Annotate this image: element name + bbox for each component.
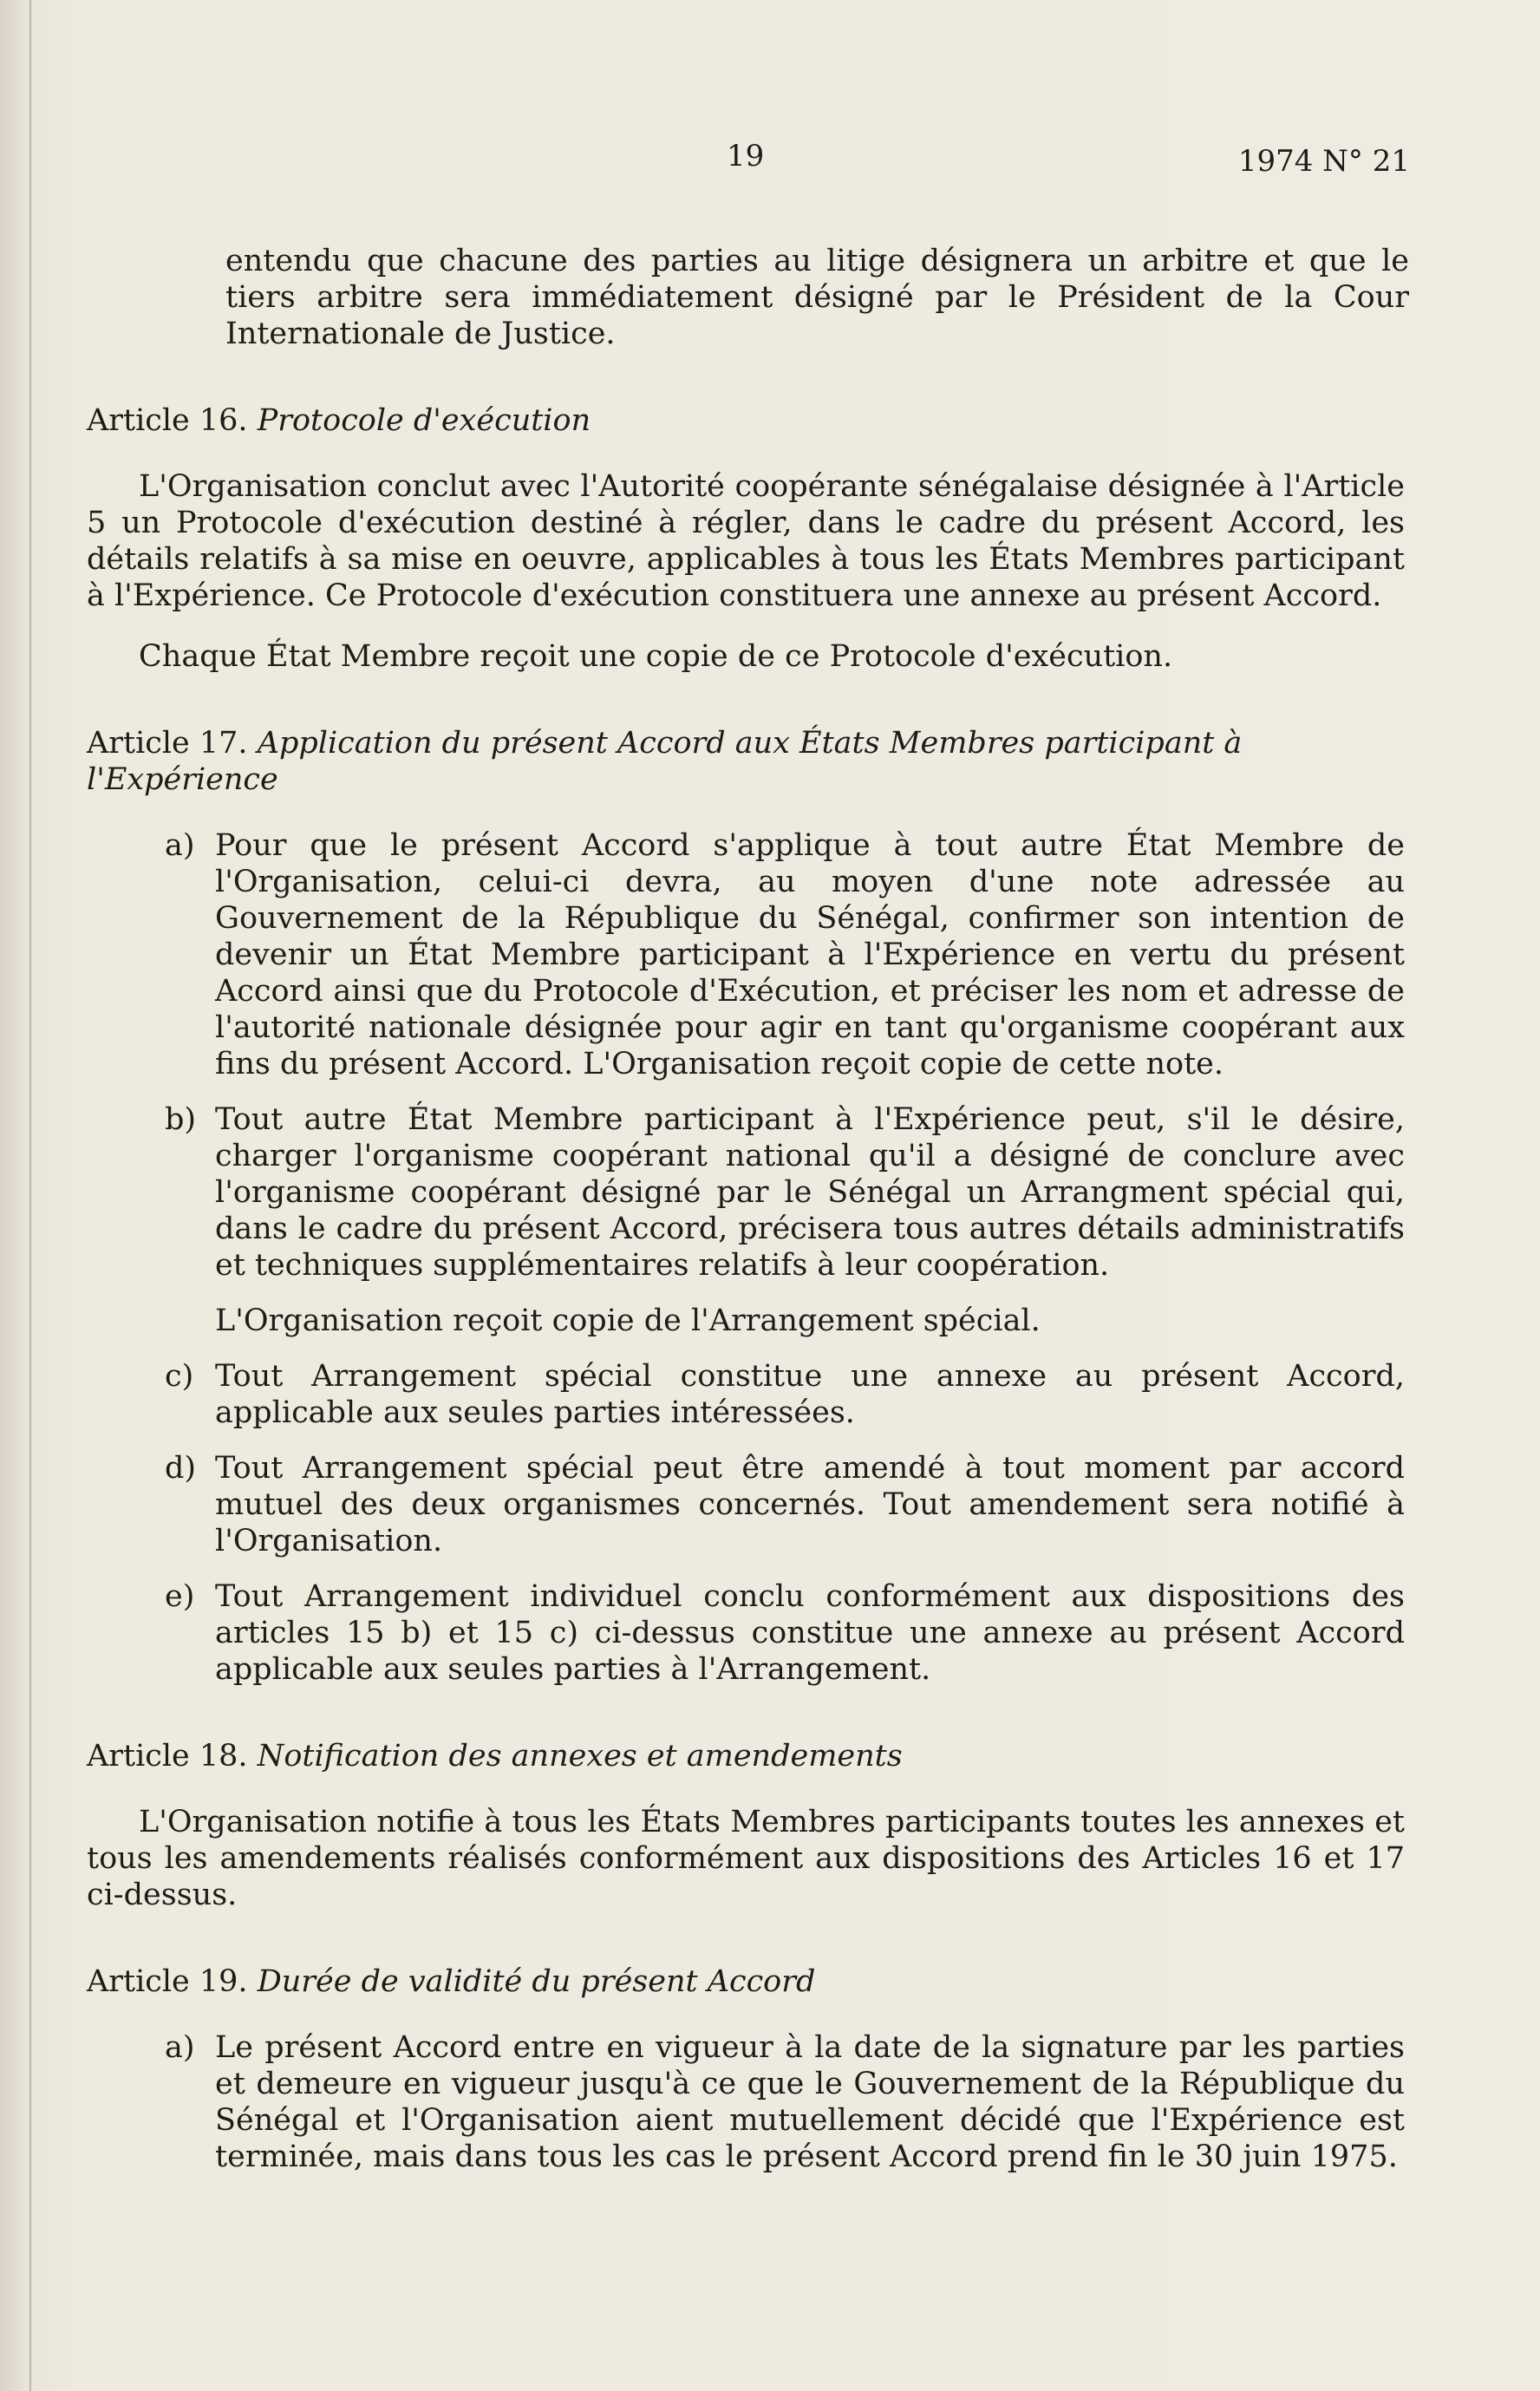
item-letter: c)	[165, 1359, 194, 1394]
article-19	[87, 1963, 1405, 2175]
article-number: Article 18.	[87, 1739, 248, 1774]
article-number: Article 19.	[87, 1964, 248, 1999]
article-heading	[87, 1738, 1405, 1774]
article-heading	[87, 1963, 1405, 2000]
item-text: Pour que le présent Accord s'applique à tout autre État Membre de l'Organisation, celui-ci devra, au moyen d'une note adressée au Gouvernement de la République du Sénégal, confirmer son intention de devenir un État Membre participant à l'Expérience en vertu du présent Accord ainsi que du Protocole d'Exécution, et préciser les nom et adresse de l'autorité nationale désignée pour agir en tant qu'organisme coopérant aux fins du présent Accord. L'Organisation reçoit copie de cette note.	[215, 828, 1405, 1081]
page-content	[87, 243, 1409, 2194]
article-16	[87, 402, 1405, 675]
page-header	[0, 139, 1540, 191]
page-number: 19	[727, 139, 765, 173]
item-text: Tout Arrangement individuel conclu conformément aux dispositions des articles 15 b) et 15 c) ci-dessus constitue une annexe au présent Accord applicable aux seules parties à l'Arrangement.	[215, 1579, 1405, 1687]
article-17	[87, 725, 1405, 1688]
article-number: Article 16.	[87, 403, 248, 438]
item-sub-paragraph: L'Organisation reçoit copie de l'Arrangement spécial.	[215, 1303, 1041, 1338]
list-item	[165, 827, 1405, 1082]
item-letter: a)	[165, 2030, 195, 2065]
list-item	[165, 1358, 1405, 1431]
list-item	[165, 1101, 1405, 1284]
item-letter: b)	[165, 1102, 197, 1137]
item-letter: d)	[165, 1451, 197, 1486]
binding-gutter	[29, 0, 31, 2391]
continuation-paragraph: entendu que chacune des parties au litige désignera un arbitre et que le tiers arbitre sera immédiatement désigné par le Président de la Cour Internationale de Justice.	[225, 244, 1409, 351]
list-item	[165, 2029, 1405, 2175]
article-title: Durée de validité du présent Accord	[257, 1964, 816, 1999]
item-text: Tout Arrangement spécial constitue une annexe au présent Accord, applicable aux seules parties intéressées.	[215, 1359, 1405, 1430]
article-18	[87, 1738, 1405, 1913]
item-letter: e)	[165, 1579, 195, 1614]
item-text: Tout Arrangement spécial peut être amendé à tout moment par accord mutuel des deux organismes concernés. Tout amendement sera notifié à l'Organisation.	[215, 1451, 1405, 1558]
article-heading	[87, 402, 1405, 439]
article-number: Article 17.	[87, 726, 248, 761]
item-text: Le présent Accord entre en vigueur à la date de la signature par les parties et demeure en vigueur jusqu'à ce que le Gouvernement de la République du Sénégal et l'Organisation aient mutuellement décidé que l'Expérience est terminée, mais dans tous les cas le présent Accord prend fin le 30 juin 1975.	[215, 2030, 1405, 2174]
article-paragraph: Chaque État Membre reçoit une copie de ce Protocole d'exécution.	[139, 639, 1173, 674]
article-title: Notification des annexes et amendements	[257, 1739, 903, 1774]
article-paragraph: L'Organisation notifie à tous les États Membres participants toutes les annexes et tous les amendements réalisés conformément aux dispositions des Articles 16 et 17 ci-dessus.	[87, 1805, 1405, 1912]
item-letter: a)	[165, 828, 195, 863]
item-text: Tout autre État Membre participant à l'Expérience peut, s'il le désire, charger l'organisme coopérant national qu'il a désigné de conclure avec l'organisme coopérant désigné par le Sénégal un Arrangment spécial qui, dans le cadre du présent Accord, précisera tous autres détails administratifs et techniques supplémentaires relatifs à leur coopération.	[215, 1102, 1405, 1283]
article-heading	[87, 725, 1405, 798]
list-item	[165, 1450, 1405, 1559]
article-title: Protocole d'exécution	[257, 403, 591, 438]
list-item	[165, 1578, 1405, 1688]
article-paragraph: L'Organisation conclut avec l'Autorité coopérante sénégalaise désignée à l'Article 5 un Protocole d'exécution destiné à régler, dans le cadre du présent Accord, les détails relatifs à sa mise en oeuvre, applicables à tous les États Membres participant à l'Expérience. Ce Protocole d'exécution constituera une annexe au présent Accord.	[87, 469, 1405, 613]
series-reference: 1974 N° 21	[1237, 144, 1410, 179]
article-title: Application du présent Accord aux États Membres participant à l'Expérience	[87, 726, 1243, 797]
